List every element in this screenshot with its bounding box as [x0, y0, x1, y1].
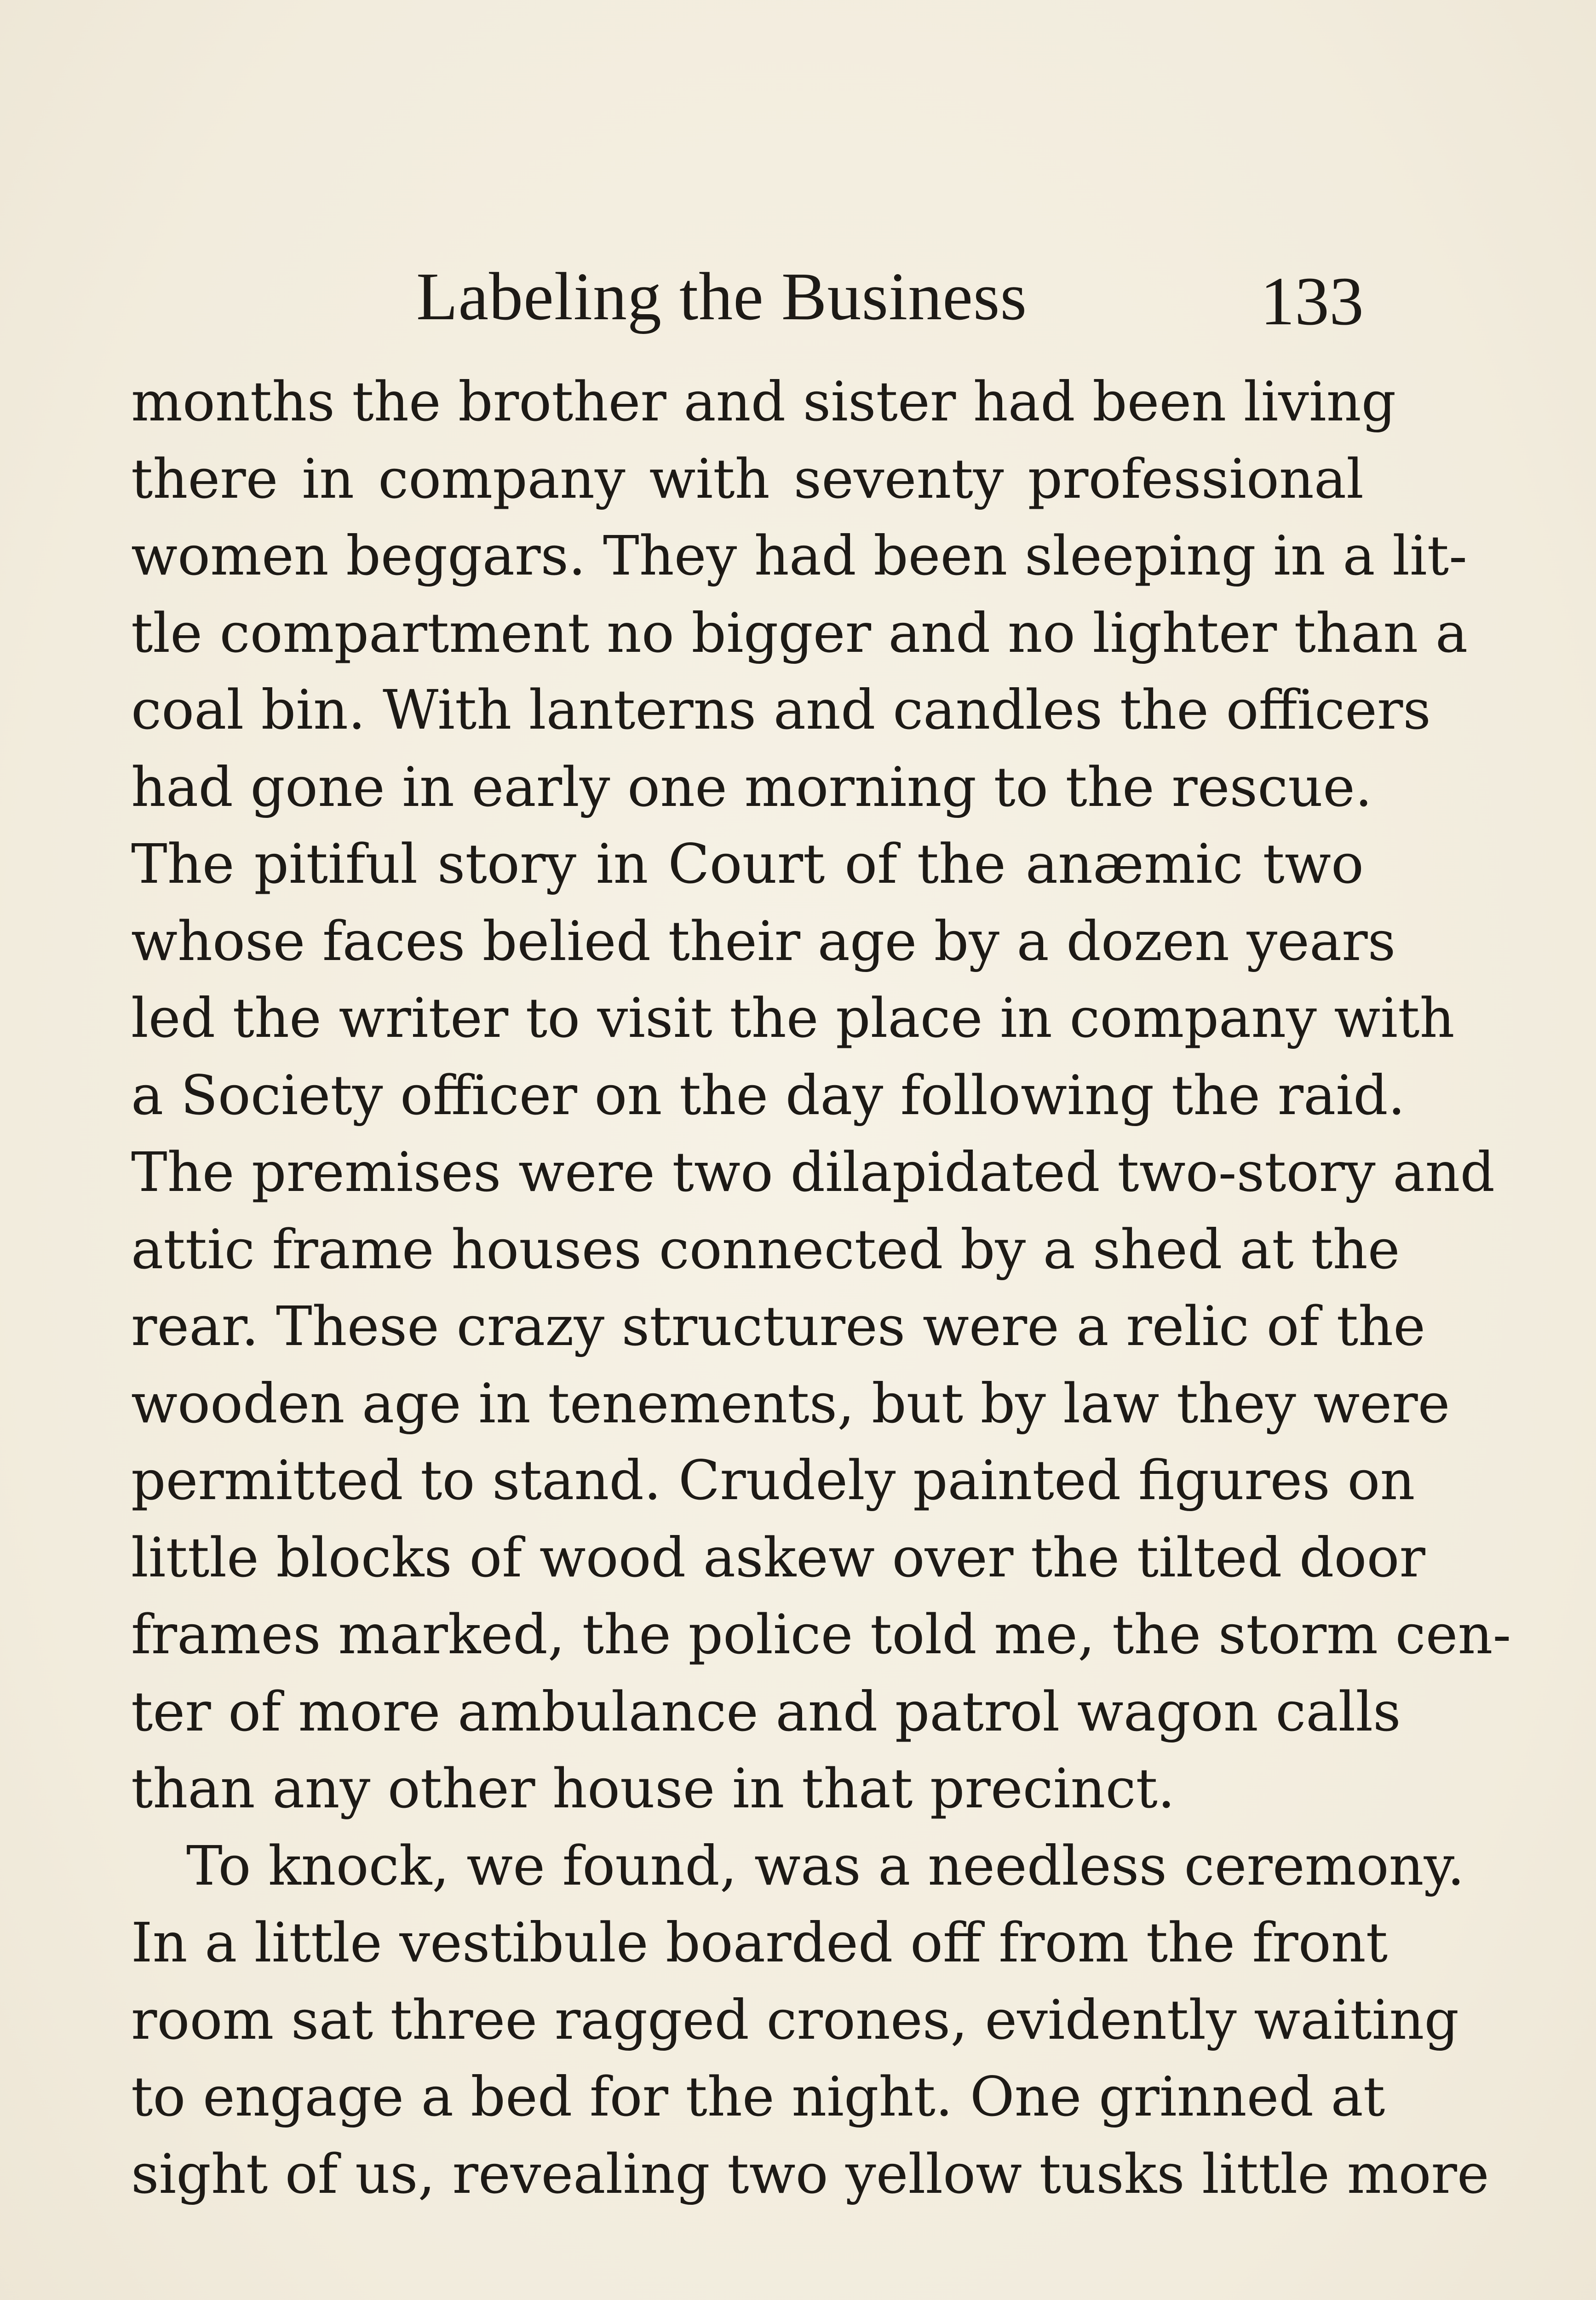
text-line: a Society officer on the day following the raid.: [131, 1063, 1406, 1127]
text-line: had gone in early one morning to the rescue.: [131, 755, 1372, 819]
text-line: attic frame houses connected by a shed at the: [131, 1217, 1400, 1281]
text-line: The premises were two dilapidated two-story and: [131, 1140, 1495, 1204]
text-line: to engage a bed for the night. One grinned at: [131, 2065, 1385, 2128]
text-line: sight of us, revealing two yellow tusks little more: [131, 2142, 1489, 2206]
text-line: wooden age in tenements, but by law they were: [131, 1371, 1450, 1435]
text-line: months the brother and sister had been living: [131, 370, 1396, 433]
text-line: In a little vestibule boarded off from the front: [131, 1911, 1388, 1974]
body-text: [131, 363, 1511, 2213]
text-line: whose faces belied their age by a dozen years: [131, 909, 1396, 973]
running-title: Labeling the Business: [416, 259, 1028, 334]
text-line: there in company with seventy professional: [131, 447, 1364, 511]
text-line: little blocks of wood askew over the tilted door: [131, 1525, 1425, 1589]
text-line: than any other house in that precinct.: [131, 1757, 1175, 1820]
text-line: rear. These crazy structures were a relic of the: [131, 1294, 1426, 1358]
paragraph-first-line: To knock, we found, was a needless ceremony.: [186, 1834, 1465, 1898]
text-line: frames marked, the police told me, the storm cen-: [131, 1603, 1511, 1666]
text-line: tle compartment no bigger and no lighter than a: [131, 601, 1468, 665]
text-line: permitted to stand. Crudely painted figures on: [131, 1449, 1415, 1512]
page-number: 133: [1260, 263, 1364, 339]
text-line: women beggars. They had been sleeping in a lit-: [131, 524, 1468, 587]
text-line: The pitiful story in Court of the anæmic two: [131, 832, 1364, 896]
text-line: ter of more ambulance and patrol wagon calls: [131, 1679, 1401, 1743]
text-line: coal bin. With lanterns and candles the officers: [131, 678, 1431, 742]
text-line: led the writer to visit the place in company with: [131, 986, 1455, 1050]
page-header: [131, 255, 1364, 338]
text-line: room sat three ragged crones, evidently waiting: [131, 1988, 1459, 2052]
